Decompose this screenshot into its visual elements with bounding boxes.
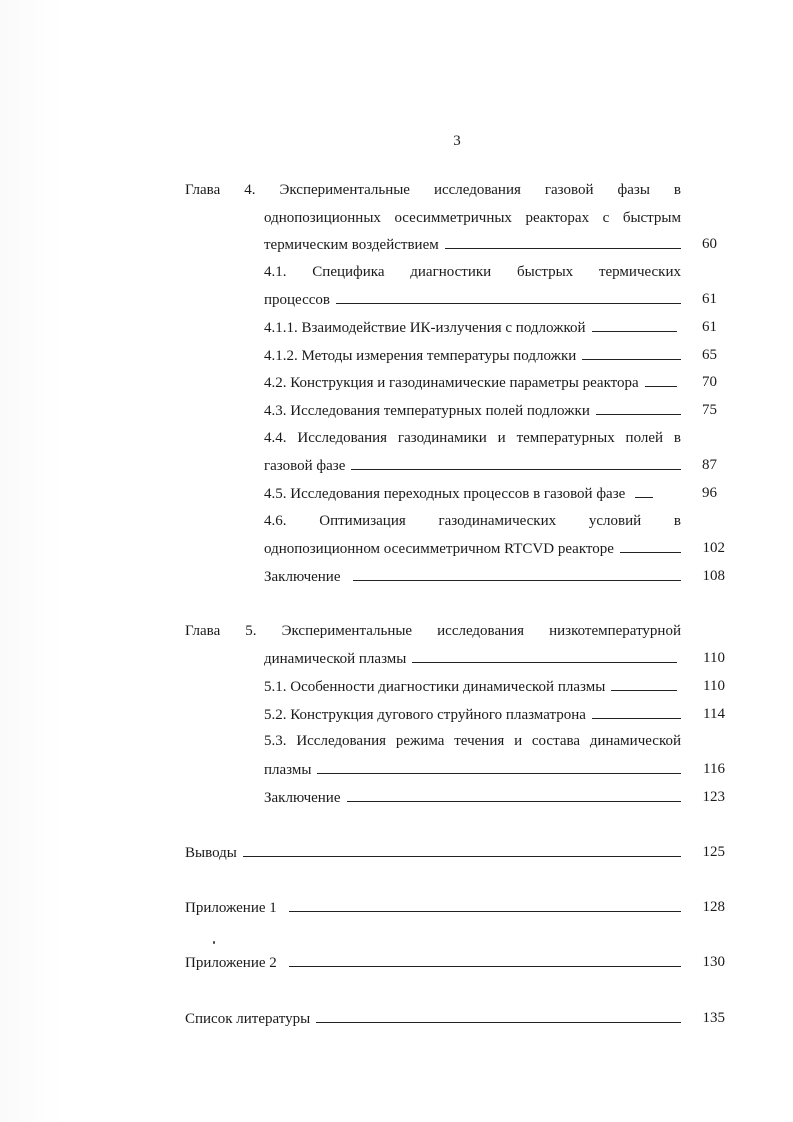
toc-entry-4-6-text: однопозиционном осесимметричном RTCVD реакторе	[264, 541, 614, 557]
toc-entry-4-1-1-text: 4.1.1. Взаимодействие ИК-излучения с подложкой	[264, 320, 586, 336]
toc-entry-4-5-page: 96	[702, 485, 717, 501]
toc-entry-4-1-1	[264, 317, 677, 337]
toc-entry-references-page: 135	[702, 1010, 725, 1026]
toc-entry-5-2-page: 114	[703, 706, 725, 722]
dot-leader	[445, 234, 681, 249]
toc-entry-5-2	[264, 704, 681, 724]
toc-entry-references	[185, 1008, 681, 1028]
dot-leader	[351, 455, 681, 470]
toc-entry-5-2-text: 5.2. Конструкция дугового струйного плазматрона	[264, 707, 586, 723]
toc-entry-5-1-text: 5.1. Особенности диагностики динамической плазмы	[264, 679, 606, 695]
toc-entry-4-1-page: 61	[702, 291, 717, 307]
toc-entry-4-1-1-page: 61	[702, 319, 717, 335]
toc-entry-5-1-page: 110	[703, 678, 725, 694]
chapter-5-heading-text: динамической плазмы	[264, 651, 407, 667]
dot-leader	[336, 289, 681, 304]
chapter-5-heading-line-2	[264, 648, 677, 668]
toc-entry-4-5	[264, 483, 681, 503]
toc-entry-4-1-line-1: 4.1. Специфика диагностики быстрых термических	[264, 264, 681, 280]
dot-leader	[289, 897, 681, 912]
toc-entry-ch4-conclusion-text: Заключение	[264, 569, 341, 585]
dot-leader	[596, 400, 681, 415]
dot-leader	[611, 676, 677, 691]
chapter-4-heading-line-2: однопозиционных осесимметричных реакторах с быстрым	[264, 210, 681, 226]
toc-entry-4-5-text: 4.5. Исследования переходных процессов в газовой фазе	[264, 486, 626, 502]
toc-entry-4-1-2-text: 4.1.2. Методы измерения температуры подложки	[264, 348, 577, 364]
toc-entry-conclusions-text: Выводы	[185, 845, 237, 861]
toc-entry-4-1-line-2	[264, 289, 681, 309]
toc-entry-5-1	[264, 676, 677, 696]
dot-leader	[289, 952, 681, 967]
dot-leader	[243, 842, 681, 857]
toc-entry-appendix-2-page: 130	[702, 954, 725, 970]
toc-entry-references-text: Список литературы	[185, 1011, 311, 1027]
scan-shadow	[0, 0, 64, 1122]
toc-entry-4-3	[264, 400, 681, 420]
toc-entry-ch4-conclusion-page: 108	[702, 568, 725, 584]
toc-entry-4-3-page: 75	[702, 402, 717, 418]
toc-entry-ch4-conclusion	[264, 566, 681, 586]
dot-leader	[592, 704, 681, 719]
toc-entry-appendix-1-page: 128	[702, 899, 725, 915]
toc-entry-4-1-2	[264, 345, 681, 365]
dot-leader	[582, 345, 681, 360]
dot-leader	[412, 648, 677, 663]
toc-entry-conclusions-page: 125	[702, 844, 725, 860]
dot-leader	[620, 538, 681, 553]
chapter-4-heading-line-1: Глава 4. Экспериментальные исследования газовой фазы в	[185, 182, 681, 198]
dot-leader	[645, 372, 677, 387]
dot-leader	[635, 483, 653, 498]
toc-entry-4-2-page: 70	[702, 374, 717, 390]
toc-entry-5-3-text: плазмы	[264, 762, 312, 778]
toc-entry-4-6-line-1: 4.6. Оптимизация газодинамических условий в	[264, 513, 681, 529]
chapter-5-page: 110	[703, 650, 725, 666]
toc-entry-appendix-1-text: Приложение 1	[185, 900, 277, 916]
toc-entry-ch5-conclusion-text: Заключение	[264, 790, 341, 806]
toc-entry-4-1-2-page: 65	[702, 347, 717, 363]
dot-leader	[316, 1008, 681, 1023]
toc-entry-4-2	[264, 372, 677, 392]
toc-entry-appendix-1	[185, 897, 681, 917]
toc-entry-4-4-page: 87	[702, 457, 717, 473]
toc-entry-ch5-conclusion-page: 123	[702, 789, 725, 805]
chapter-4-page: 60	[702, 236, 717, 252]
chapter-4-heading-text: термическим воздействием	[264, 237, 439, 253]
toc-entry-4-4-line-1: 4.4. Исследования газодинамики и температурных полей в	[264, 430, 681, 446]
toc-entry-4-1-text: процессов	[264, 292, 330, 308]
toc-entry-4-4-line-2	[264, 455, 681, 475]
toc-entry-ch5-conclusion	[264, 787, 681, 807]
toc-entry-conclusions	[185, 842, 681, 862]
dot-leader	[347, 787, 682, 802]
page-number: 3	[453, 133, 461, 149]
dot-leader	[592, 317, 677, 332]
toc-entry-4-6-page: 102	[702, 540, 725, 556]
toc-entry-appendix-2-text: Приложение 2	[185, 955, 277, 971]
toc-entry-5-3-line-1: 5.3. Исследования режима течения и состава динамической	[264, 733, 681, 749]
scan-speck	[213, 941, 215, 944]
chapter-4-heading-line-3	[264, 234, 681, 254]
toc-entry-5-3-page: 116	[703, 761, 725, 777]
dot-leader	[317, 759, 681, 774]
toc-entry-4-3-text: 4.3. Исследования температурных полей подложки	[264, 403, 590, 419]
toc-entry-4-2-text: 4.2. Конструкция и газодинамические параметры реактора	[264, 375, 639, 391]
chapter-5-heading-line-1: Глава 5. Экспериментальные исследования низкотемпературной	[185, 623, 681, 639]
dot-leader	[353, 566, 682, 581]
toc-entry-4-6-line-2	[264, 538, 681, 558]
toc-entry-5-3-line-2	[264, 759, 681, 779]
toc-entry-4-4-text: газовой фазе	[264, 458, 346, 474]
toc-entry-appendix-2	[185, 952, 681, 972]
